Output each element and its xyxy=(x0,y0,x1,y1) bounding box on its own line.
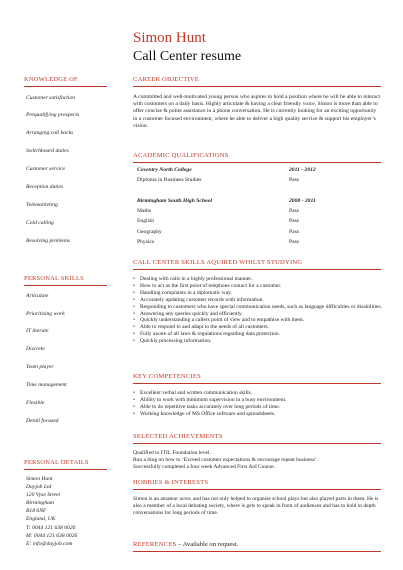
knowledge-item: Cold calling xyxy=(26,220,54,226)
list-item: • Answering any queries quickly and efficiently. xyxy=(133,311,383,318)
selected-achievements-heading: SELECTED ACHIEVEMENTS xyxy=(133,433,223,440)
qualification-result: Pass xyxy=(289,218,299,224)
list-item: • Working knowledge of MS Office software and spreadsheets. xyxy=(133,411,383,418)
knowledge-item: Prequalifying prospects xyxy=(26,112,80,118)
qualification-subject: Maths xyxy=(137,208,151,214)
details-line: Birmingham xyxy=(26,500,54,507)
references-line xyxy=(133,541,238,548)
details-line: M: 0044 121 638 0026 xyxy=(26,532,78,539)
qualification-result: Pass xyxy=(289,239,299,245)
skill-item: Flexible xyxy=(26,400,45,406)
key-competencies-divider xyxy=(133,383,381,384)
knowledge-item: Arranging call backs xyxy=(26,130,74,136)
call-center-skills-divider xyxy=(133,269,381,270)
personal-details-block xyxy=(26,475,77,548)
school-years: 2011 - 2012 xyxy=(289,167,316,173)
call-center-skills-heading: CALL CENTER SKILLS AQUIRED WHILST STUDYING xyxy=(133,259,303,266)
qualification-result: Pass xyxy=(289,229,299,235)
qualification-result: Pass xyxy=(289,208,299,214)
achievement-line: Qualified to ITIL Foundation level. xyxy=(133,450,211,456)
list-item: • Accurately updating customer records with information. xyxy=(133,297,383,304)
list-item: • Fully aware of all laws & regulations regarding data protection. xyxy=(133,331,383,338)
personal-details-heading: PERSONAL DETAILS xyxy=(24,459,89,466)
hobbies-divider xyxy=(133,489,381,490)
references-heading: REFERENCES xyxy=(133,541,177,548)
skill-item: Prioritising work xyxy=(26,311,65,317)
personal-skills-divider xyxy=(24,285,107,286)
knowledge-heading: KNOWLEDGE OF xyxy=(24,76,78,83)
details-line: Simon Hunt xyxy=(26,476,53,482)
list-item: • Quickly understanding a callers point of view and to empathise with them. xyxy=(133,317,383,324)
list-item: • How to act as the first point of telephone contact for a customer. xyxy=(133,283,383,290)
qualification-subject: English xyxy=(137,218,155,224)
skill-item: Articulate xyxy=(26,293,49,299)
career-objective-heading: CAREER OBJECTIVE xyxy=(133,76,200,83)
career-objective-text: A committed and well-motivated young person who aspires to hold a position where he will be able to interact with customers on a daily basis. Highly articulate & having a clear friendly voice, Simon is more than able to offer concise & polite assistance in a phone conversation. He is currently looking for an exciting opportunity in a customer focused environment, where he able to deliver a high quality service & support his employer’s vision. xyxy=(133,94,380,129)
skill-item: IT literate xyxy=(26,328,49,334)
school-name: Coventry North College xyxy=(137,167,192,173)
list-item: • Quickly processing information. xyxy=(133,338,383,345)
skill-item: Time management xyxy=(26,382,67,388)
list-item: • Excellent verbal and written communication skills. xyxy=(133,390,383,397)
skill-item: Discrete xyxy=(26,346,45,352)
school-years: 2008 - 2011 xyxy=(289,198,316,204)
list-item: • Dealing with calls in a highly professional manner. xyxy=(133,276,383,283)
achievement-line: Run a blog on how to ‘Exceed customer expectations & encourage repeat business’. xyxy=(133,457,318,463)
key-competencies-heading: KEY COMPETENCIES xyxy=(133,373,201,380)
list-item: • Able to do repetitive tasks accurately over long periods of time. xyxy=(133,404,383,411)
school-name: Birmingham South High School xyxy=(137,198,213,204)
personal-skills-heading: PERSONAL SKILLS xyxy=(24,275,85,282)
resume-title: Call Center resume xyxy=(133,49,242,64)
list-item: • Handling complaints in a diplomatic way. xyxy=(133,290,383,297)
hobbies-heading: HOBBIES & INTERESTS xyxy=(133,479,209,486)
list-item: • Able to respond to and adapt to the needs of all customers. xyxy=(133,324,383,331)
references-divider xyxy=(133,551,381,552)
details-line: T: 0044 121 638 0026 xyxy=(26,524,76,531)
details-line: 120 Vyse Street xyxy=(26,492,61,499)
skill-item: Team player xyxy=(26,364,54,370)
hobbies-text: Simon is an amateur actor, and has not only helped to organise school plays but also played parts in them. He is also a member of a local debating society, where is gets to speak in front of audiences and has to hold in depth conversations for long periods of time. xyxy=(133,496,379,516)
knowledge-divider xyxy=(24,86,107,87)
achievements-block xyxy=(133,450,383,471)
list-item: • Responding to customers who have special communication needs, such as language difficulties or disabilities. xyxy=(133,304,383,311)
career-objective-divider xyxy=(133,86,381,87)
personal-details-divider xyxy=(24,469,107,470)
knowledge-item: Reception duties xyxy=(26,184,64,190)
achievement-line: Successfully completed a four week Advanced First Aid Course. xyxy=(133,464,275,470)
qualification-subject: Diploma in Business Studies xyxy=(137,177,202,183)
skill-item: Detail focused xyxy=(26,418,59,424)
academic-qualifications-divider xyxy=(133,162,381,163)
list-item: • Ability to work with minimum supervision in a busy environment. xyxy=(133,397,383,404)
details-line: E: info@dayjob.com xyxy=(26,540,73,547)
key-competencies-list xyxy=(133,390,383,418)
call-center-skills-list xyxy=(133,276,383,345)
details-line: England, UK xyxy=(26,516,56,523)
details-line: Dayjob Ltd xyxy=(26,484,52,491)
resume-name: Simon Hunt xyxy=(133,30,206,46)
details-line: B18 6NF xyxy=(26,508,47,515)
knowledge-item: Switchboard duties xyxy=(26,148,69,154)
qualification-result: Pass xyxy=(289,177,299,183)
academic-qualifications-heading: ACADEMIC QUALIFICATIONS xyxy=(133,152,229,159)
qualification-subject: Geography xyxy=(137,229,162,235)
knowledge-item: Customer service xyxy=(26,166,65,172)
selected-achievements-divider xyxy=(133,443,381,444)
knowledge-item: Telemarketing xyxy=(26,202,58,208)
knowledge-item: Customer satisfaction xyxy=(26,95,75,101)
knowledge-item: Resolving problems xyxy=(26,238,71,244)
references-text: – Available on request. xyxy=(176,541,239,548)
qualification-subject: Physics xyxy=(137,239,155,245)
